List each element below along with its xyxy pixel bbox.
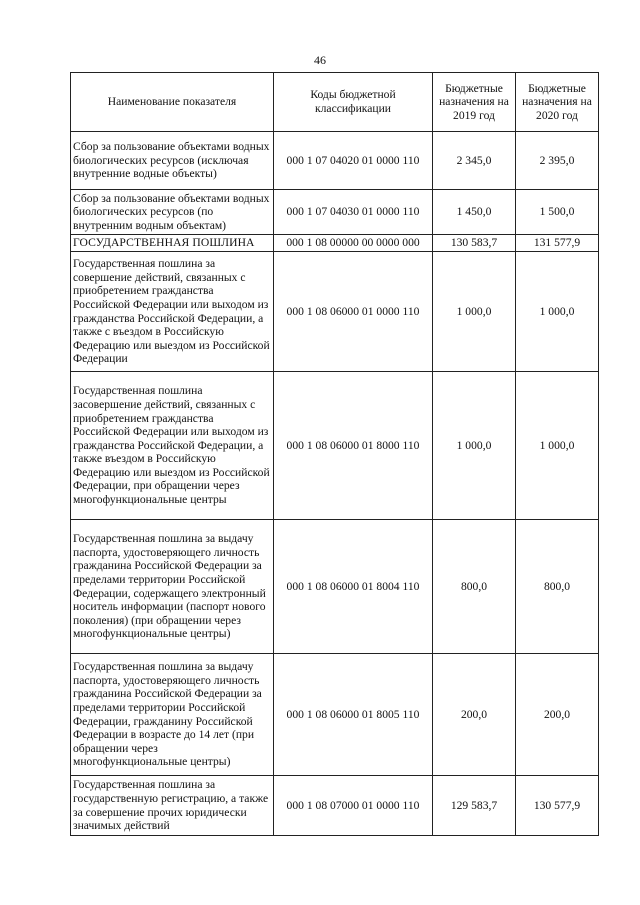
row-value-2019: 129 583,7 bbox=[433, 776, 516, 836]
row-code: 000 1 08 00000 00 0000 000 bbox=[274, 235, 433, 252]
table-row bbox=[71, 190, 599, 235]
table-row bbox=[71, 654, 599, 776]
table-row bbox=[71, 520, 599, 654]
table-row bbox=[71, 776, 599, 836]
row-value-2019: 1 000,0 bbox=[433, 372, 516, 520]
row-name: Государственная пошлина за совершение действий, связанных с приобретением гражданства Российской Федерации или выходом из гражданства Российской Федерации, а также с въездом в Российскую Федерацию или выездом из Российской Федерации bbox=[71, 252, 274, 372]
table-row bbox=[71, 252, 599, 372]
row-code: 000 1 08 06000 01 8005 110 bbox=[274, 654, 433, 776]
table-row bbox=[71, 132, 599, 190]
row-code: 000 1 08 06000 01 8000 110 bbox=[274, 372, 433, 520]
row-name: Государственная пошлина за государственную регистрацию, а также за совершение прочих юридически значимых действий bbox=[71, 776, 274, 836]
row-value-2020: 800,0 bbox=[516, 520, 599, 654]
table-row bbox=[71, 372, 599, 520]
row-code: 000 1 08 06000 01 8004 110 bbox=[274, 520, 433, 654]
row-name: ГОСУДАРСТВЕННАЯ ПОШЛИНА bbox=[71, 235, 274, 252]
row-value-2019: 1 000,0 bbox=[433, 252, 516, 372]
table-row bbox=[71, 235, 599, 252]
row-name: Сбор за пользование объектами водных биологических ресурсов (исключая внутренние водные объекты) bbox=[71, 132, 274, 190]
row-value-2019: 130 583,7 bbox=[433, 235, 516, 252]
table-header-row bbox=[71, 73, 599, 132]
row-name: Государственная пошлина за выдачу паспорта, удостоверяющего личность гражданина Российской Федерации за пределами территории Российской Федерации, гражданину Российской Федерации в возрасте до 14 лет (при обращении через многофункциональные центры) bbox=[71, 654, 274, 776]
row-value-2019: 1 450,0 bbox=[433, 190, 516, 235]
budget-table bbox=[70, 72, 599, 836]
row-value-2020: 131 577,9 bbox=[516, 235, 599, 252]
header-classification-codes: Коды бюджетной классификации bbox=[274, 73, 433, 132]
row-value-2020: 1 000,0 bbox=[516, 372, 599, 520]
row-code: 000 1 07 04030 01 0000 110 bbox=[274, 190, 433, 235]
row-name: Государственная пошлина засовершение действий, связанных с приобретением гражданства Российской Федерации или выходом из гражданства Российской Федерации, а также въездом в Российскую Федерацию или выездом из Российской Федерации, при обращении через многофункциональные центры bbox=[71, 372, 274, 520]
row-value-2020: 1 000,0 bbox=[516, 252, 599, 372]
row-value-2020: 200,0 bbox=[516, 654, 599, 776]
row-code: 000 1 07 04020 01 0000 110 bbox=[274, 132, 433, 190]
row-value-2019: 800,0 bbox=[433, 520, 516, 654]
header-budget-2020: Бюджетные назначения на 2020 год bbox=[516, 73, 599, 132]
row-code: 000 1 08 07000 01 0000 110 bbox=[274, 776, 433, 836]
row-code: 000 1 08 06000 01 0000 110 bbox=[274, 252, 433, 372]
row-name: Государственная пошлина за выдачу паспорта, удостоверяющего личность гражданина Российской Федерации за пределами территории Российской Федерации, содержащего электронный носитель информации (паспорт нового поколения) (при обращении через многофункциональные центры) bbox=[71, 520, 274, 654]
row-value-2020: 2 395,0 bbox=[516, 132, 599, 190]
row-value-2019: 2 345,0 bbox=[433, 132, 516, 190]
row-value-2020: 130 577,9 bbox=[516, 776, 599, 836]
row-value-2020: 1 500,0 bbox=[516, 190, 599, 235]
header-indicator-name: Наименование показателя bbox=[71, 73, 274, 132]
header-budget-2019: Бюджетные назначения на 2019 год bbox=[433, 73, 516, 132]
row-name: Сбор за пользование объектами водных биологических ресурсов (по внутренним водным объектам) bbox=[71, 190, 274, 235]
row-value-2019: 200,0 bbox=[433, 654, 516, 776]
page-number: 46 bbox=[314, 53, 326, 67]
